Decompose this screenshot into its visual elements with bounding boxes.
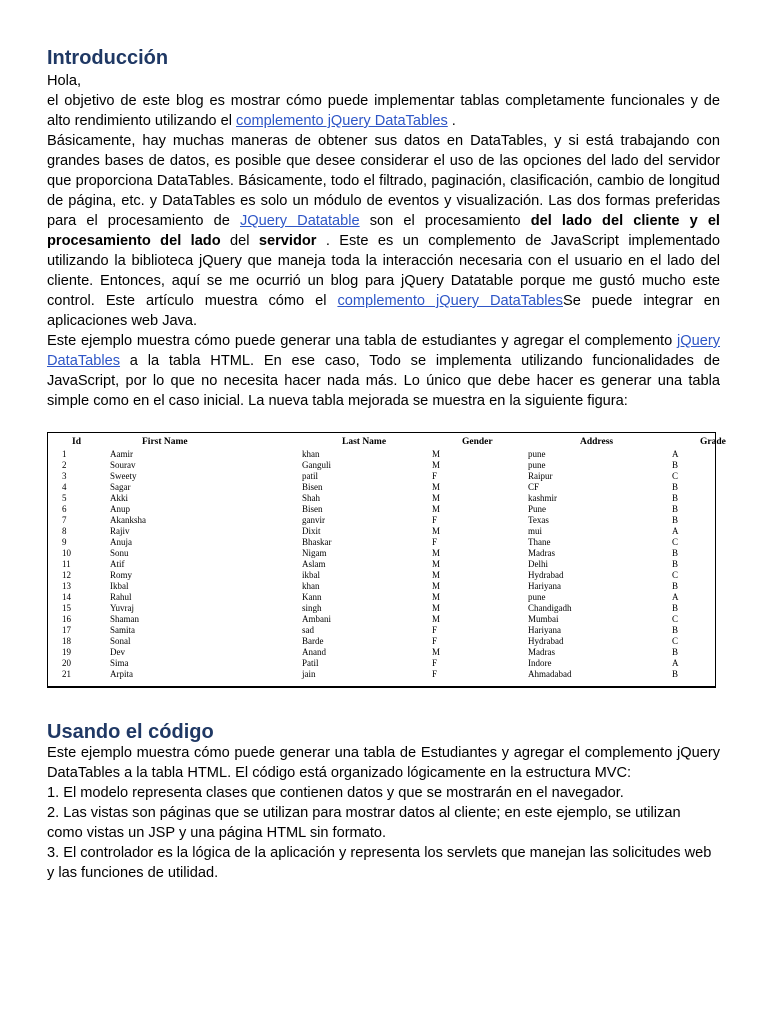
cell-grade: B	[672, 493, 679, 503]
cell-id: 7	[62, 515, 67, 525]
table-row	[48, 537, 715, 548]
cell-id: 10	[62, 548, 71, 558]
table-row	[48, 636, 715, 647]
header-grade[interactable]: Grade	[700, 437, 726, 447]
cell-last-name: Dixit	[302, 526, 321, 536]
cell-last-name: khan	[302, 581, 320, 591]
cell-last-name: Shah	[302, 493, 320, 503]
cell-grade: B	[672, 460, 679, 470]
cell-gender: M	[432, 526, 441, 536]
cell-address: Madras	[528, 548, 555, 558]
cell-first-name: Sonu	[110, 548, 129, 558]
cell-grade: C	[672, 570, 679, 580]
cell-id: 16	[62, 614, 71, 624]
code-list-item-1: 1. El modelo representa clases que contienen datos y que se mostrarán en el navegador.	[47, 785, 624, 801]
intro-paragraph-2	[47, 131, 720, 331]
cell-address: Chandigadh	[528, 603, 572, 613]
cell-address: Hydrabad	[528, 636, 564, 646]
table-row	[48, 592, 715, 603]
table-header-row	[48, 433, 715, 449]
jquery-datatables-link[interactable]: jQuery DataTables	[47, 333, 720, 369]
table-row	[48, 460, 715, 471]
cell-first-name: Sonal	[110, 636, 131, 646]
code-list-item-2: 2. Las vistas son páginas que se utilizan para mostrar datos al cliente; en este ejemplo, se utilizan como vistas un JSP y una página HTML sin formato.	[47, 805, 681, 841]
cell-grade: B	[672, 581, 679, 591]
intro-p2-bold-client: del lado del cliente y el procesamiento del lado	[47, 213, 720, 249]
cell-last-name: Bhaskar	[302, 537, 332, 547]
cell-id: 20	[62, 658, 71, 668]
table-row	[48, 614, 715, 625]
header-first-name[interactable]: First Name	[142, 437, 188, 447]
table-row	[48, 658, 715, 669]
intro-p1-end: .	[447, 113, 456, 129]
cell-address: Ahmadabad	[528, 669, 572, 679]
cell-id: 18	[62, 636, 71, 646]
cell-first-name: Ikbal	[110, 581, 129, 591]
students-table	[48, 433, 726, 680]
cell-last-name: singh	[302, 603, 322, 613]
cell-id: 19	[62, 647, 71, 657]
cell-grade: B	[672, 515, 679, 525]
cell-grade: B	[672, 548, 679, 558]
intro-p3-text-b: a la tabla HTML. En ese caso, Todo se implementa utilizando funcionalidades de JavaScript, por lo que no necesita hacer nada más. Lo único que debe hacer es generar una tabla simple como en el caso inicial. La nueva tabla mejorada se muestra en la siguiente figura:	[47, 353, 720, 409]
cell-last-name: sad	[302, 625, 314, 635]
cell-last-name: Bisen	[302, 504, 323, 514]
cell-first-name: Yuvraj	[110, 603, 134, 613]
cell-address: pune	[528, 592, 546, 602]
greeting-text: Hola,	[47, 73, 82, 89]
cell-last-name: Kann	[302, 592, 322, 602]
cell-first-name: Arpita	[110, 669, 133, 679]
cell-address: Hariyana	[528, 625, 561, 635]
cell-id: 13	[62, 581, 71, 591]
cell-gender: F	[432, 636, 438, 646]
cell-last-name: Bisen	[302, 482, 323, 492]
cell-gender: F	[432, 658, 438, 668]
cell-last-name: jain	[302, 669, 316, 679]
table-row	[48, 570, 715, 581]
cell-gender: F	[432, 669, 438, 679]
cell-grade: A	[672, 658, 679, 668]
table-row	[48, 504, 715, 515]
code-paragraph-1: Este ejemplo muestra cómo puede generar una tabla de Estudiantes y agregar el complemento jQuery DataTables a la tabla HTML. El código está organizado lógicamente en la estructura MVC:	[47, 745, 720, 781]
code-heading: Usando el código	[47, 721, 214, 743]
cell-first-name: Akki	[110, 493, 128, 503]
cell-id: 3	[62, 471, 67, 481]
table-row	[48, 515, 715, 526]
cell-id: 14	[62, 592, 71, 602]
table-row	[48, 647, 715, 658]
cell-first-name: Akanksha	[110, 515, 146, 525]
cell-grade: B	[672, 647, 679, 657]
cell-address: pune	[528, 460, 546, 470]
intro-p2-text-d: . Este es un complemento de JavaScript implementado utilizando la biblioteca jQuery que maneja toda la interacción necesaria con el usuario en el lado del cliente. Entonces, aquí se me ocurrió un blog para jQuery Datatable porque me gustó mucho este control. Este artículo muestra cómo el	[47, 233, 720, 309]
cell-id: 8	[62, 526, 67, 536]
cell-id: 9	[62, 537, 67, 547]
datatables-plugin-link[interactable]: complemento jQuery DataTables	[236, 113, 448, 129]
cell-last-name: Aslam	[302, 559, 326, 569]
table-row	[48, 559, 715, 570]
table-row	[48, 482, 715, 493]
cell-gender: M	[432, 603, 441, 613]
cell-id: 1	[62, 449, 67, 459]
table-row	[48, 669, 715, 680]
cell-last-name: Patil	[302, 658, 319, 668]
cell-last-name: ikbal	[302, 570, 320, 580]
intro-p3-text: Este ejemplo muestra cómo puede generar una tabla de estudiantes y agregar el complemento	[47, 333, 678, 349]
header-last-name[interactable]: Last Name	[342, 437, 387, 447]
cell-last-name: khan	[302, 449, 320, 459]
cell-first-name: Rajiv	[110, 526, 130, 536]
intro-p1-text: el objetivo de este blog es mostrar cómo puede implementar tablas completamente funcionales y de alto rendimiento utilizando el	[47, 93, 720, 129]
cell-grade: A	[672, 449, 679, 459]
intro-p2-text-c: del	[220, 233, 259, 249]
cell-grade: A	[672, 526, 679, 536]
cell-address: Indore	[528, 658, 552, 668]
cell-gender: M	[432, 559, 441, 569]
intro-paragraph-1	[47, 91, 720, 131]
cell-address: Delhi	[528, 559, 548, 569]
cell-grade: B	[672, 669, 679, 679]
cell-address: CF	[528, 482, 540, 492]
cell-id: 11	[62, 559, 71, 569]
cell-id: 12	[62, 570, 71, 580]
cell-grade: B	[672, 603, 679, 613]
cell-id: 6	[62, 504, 67, 514]
cell-gender: F	[432, 471, 438, 481]
cell-gender: M	[432, 493, 441, 503]
cell-first-name: Sima	[110, 658, 129, 668]
table-row	[48, 625, 715, 636]
cell-first-name: Samita	[110, 625, 135, 635]
cell-last-name: Ambani	[302, 614, 331, 624]
cell-grade: C	[672, 537, 679, 547]
code-section	[47, 743, 720, 883]
cell-first-name: Sagar	[110, 482, 131, 492]
table-row	[48, 471, 715, 482]
cell-first-name: Dev	[110, 647, 125, 657]
cell-gender: M	[432, 647, 441, 657]
cell-grade: A	[672, 592, 679, 602]
jquery-datatable-link[interactable]: JQuery Datatable	[240, 213, 360, 229]
cell-last-name: Barde	[302, 636, 324, 646]
cell-grade: C	[672, 614, 679, 624]
cell-grade: B	[672, 482, 679, 492]
cell-address: Raipur	[528, 471, 553, 481]
cell-address: Hydrabad	[528, 570, 564, 580]
cell-last-name: ganvir	[302, 515, 325, 525]
datatables-plugin-link-2[interactable]: complemento jQuery DataTables	[337, 293, 563, 309]
header-gender[interactable]: Gender	[462, 437, 493, 447]
table-row	[48, 493, 715, 504]
table-row	[48, 603, 715, 614]
cell-gender: F	[432, 625, 438, 635]
intro-paragraph-3	[47, 331, 720, 411]
cell-address: Hariyana	[528, 581, 561, 591]
cell-last-name: Ganguli	[302, 460, 331, 470]
cell-id: 2	[62, 460, 67, 470]
code-list-item-3: 3. El controlador es la lógica de la aplicación y representa los servlets que manejan las solicitudes web y las funciones de utilidad.	[47, 845, 712, 881]
cell-gender: F	[432, 515, 438, 525]
header-address[interactable]: Address	[580, 437, 614, 447]
cell-last-name: Nigam	[302, 548, 327, 558]
cell-id: 5	[62, 493, 67, 503]
cell-address: Texas	[528, 515, 549, 525]
header-id[interactable]: Id	[72, 437, 81, 447]
cell-address: Thane	[528, 537, 551, 547]
cell-address: Pune	[528, 504, 546, 514]
cell-first-name: Rahul	[110, 592, 132, 602]
cell-first-name: Shaman	[110, 614, 139, 624]
intro-heading: Introducción	[47, 47, 169, 69]
cell-gender: M	[432, 504, 441, 514]
table-row	[48, 548, 715, 559]
cell-gender: M	[432, 482, 441, 492]
table-row	[48, 581, 715, 592]
table-row	[48, 526, 715, 537]
cell-address: kashmir	[528, 493, 557, 503]
cell-gender: M	[432, 449, 441, 459]
cell-gender: M	[432, 592, 441, 602]
cell-address: Mumbai	[528, 614, 559, 624]
cell-first-name: Anup	[110, 504, 130, 514]
cell-address: Madras	[528, 647, 555, 657]
cell-gender: M	[432, 581, 441, 591]
cell-last-name: patil	[302, 471, 318, 481]
cell-id: 4	[62, 482, 67, 492]
cell-address: pune	[528, 449, 546, 459]
intro-p2-text-b: son el procesamiento	[359, 213, 531, 229]
intro-p2-text-e: Se puede integrar en aplicaciones web Java.	[47, 293, 720, 329]
cell-grade: B	[672, 625, 679, 635]
cell-id: 15	[62, 603, 71, 613]
cell-first-name: Anuja	[110, 537, 132, 547]
cell-first-name: Romy	[110, 570, 133, 580]
intro-p2-bold-server: servidor	[258, 233, 317, 249]
cell-first-name: Aamir	[110, 449, 133, 459]
cell-gender: M	[432, 548, 441, 558]
cell-gender: F	[432, 537, 438, 547]
cell-address: mui	[528, 526, 543, 536]
cell-first-name: Sweety	[110, 471, 137, 481]
intro-section	[47, 71, 720, 411]
cell-grade: B	[672, 559, 679, 569]
cell-grade: B	[672, 504, 679, 514]
cell-grade: C	[672, 636, 679, 646]
cell-gender: M	[432, 570, 441, 580]
cell-gender: M	[432, 614, 441, 624]
cell-id: 17	[62, 625, 71, 635]
cell-last-name: Anand	[302, 647, 326, 657]
cell-gender: M	[432, 460, 441, 470]
cell-id: 21	[62, 669, 71, 679]
table-row	[48, 449, 715, 460]
intro-p2-text: Básicamente, hay muchas maneras de obtener sus datos en DataTables, y si está trabajando con grandes bases de datos, es posible que desee considerar el uso de las opciones del lado del servidor que proporciona DataTables. Básicamente, todo el filtrado, paginación, clasificación, cambio de longitud de página, etc. y DataTables es solo un módulo de eventos y visualización. Las dos formas preferidas para el procesamiento de	[47, 133, 720, 229]
cell-first-name: Atif	[110, 559, 125, 569]
cell-grade: C	[672, 471, 679, 481]
students-table-body	[48, 449, 715, 680]
cell-first-name: Sourav	[110, 460, 136, 470]
students-table-figure	[47, 432, 726, 688]
